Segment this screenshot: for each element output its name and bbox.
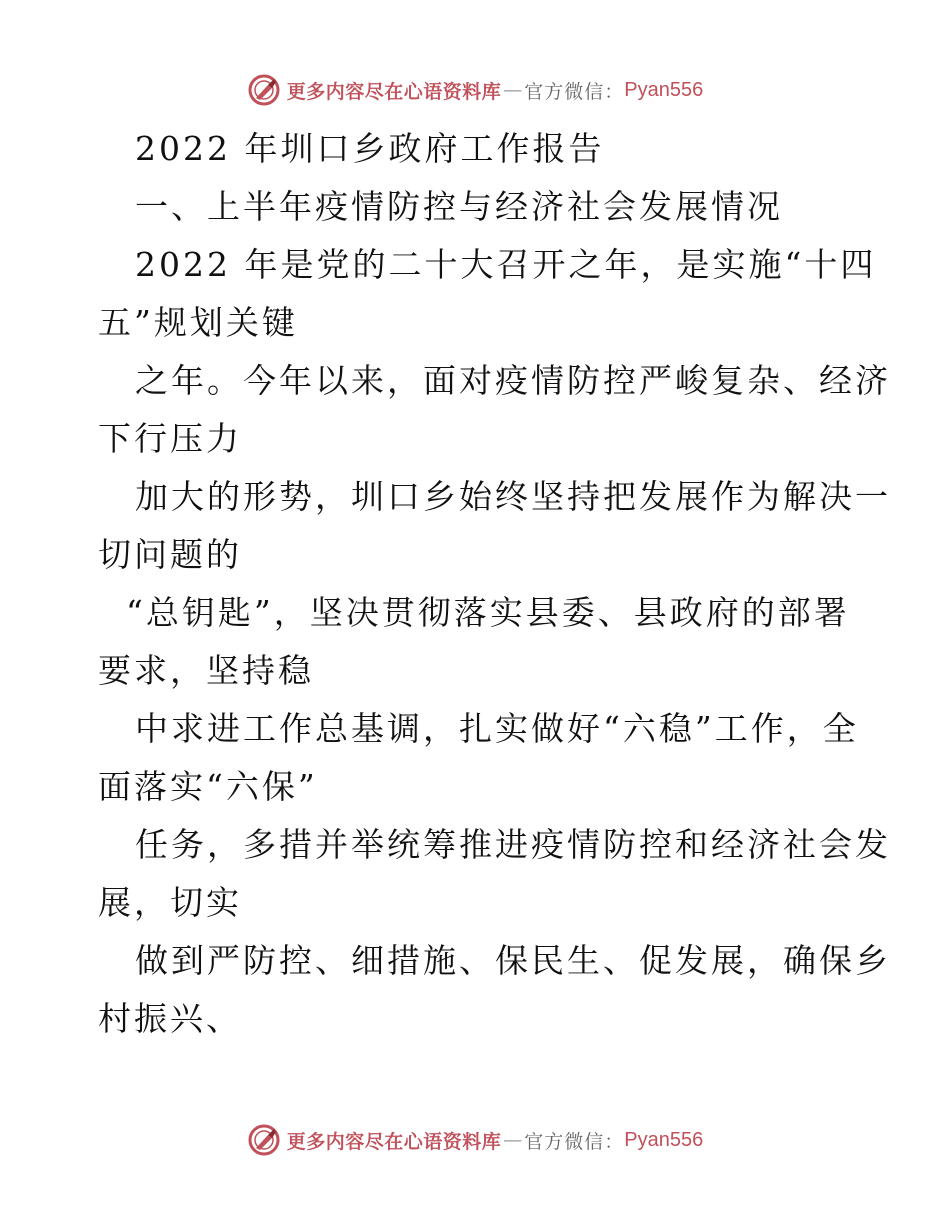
footer-separator: —: [503, 1129, 523, 1151]
paragraph-line: 做到严防控、细措施、保民生、促发展，确保乡: [135, 941, 891, 980]
section-heading: 一、上半年疫情防控与经济社会发展情况: [135, 187, 783, 226]
header-wechat-label: 官方微信：: [524, 80, 625, 103]
paragraph-line: 要求，坚持稳: [98, 651, 314, 690]
paragraph-line: 面落实“六保”: [98, 767, 318, 806]
footer-brand-text: 更多内容尽在心语资料库: [286, 1130, 502, 1153]
footer-wechat-id: Pyan556: [624, 1128, 704, 1151]
paragraph-line: 任务，多措并举统筹推进疫情防控和经济社会发: [135, 825, 891, 864]
paragraph-line: 村振兴、: [98, 999, 242, 1038]
paragraph-line: 之年。今年以来，面对疫情防控严峻复杂、经济: [135, 361, 891, 400]
paragraph-line: 下行压力: [98, 419, 242, 458]
pen-nib-circle-icon: [247, 73, 281, 107]
paragraph-line: 五”规划关键: [98, 303, 298, 342]
pen-nib-circle-icon: [247, 1123, 281, 1157]
footer-wechat-label: 官方微信：: [524, 1130, 625, 1153]
paragraph-line: “总钥匙”，坚决贯彻落实县委、县政府的部署: [126, 593, 850, 632]
header-separator: —: [503, 79, 523, 101]
document-body: [98, 120, 891, 1048]
paragraph-line: 中求进工作总基调，扎实做好“六稳”工作，全: [135, 709, 859, 748]
header-brand-text: 更多内容尽在心语资料库: [286, 80, 502, 103]
document-title: 2022 年圳口乡政府工作报告: [135, 129, 605, 168]
paragraph-line: 2022 年是党的二十大召开之年，是实施“十四: [135, 245, 877, 284]
header-wechat-id: Pyan556: [624, 78, 704, 101]
paragraph-line: 加大的形势，圳口乡始终坚持把发展作为解决一: [135, 477, 891, 516]
header-banner: [0, 70, 950, 110]
paragraph-line: 切问题的: [98, 535, 242, 574]
paragraph-line: 展，切实: [98, 883, 242, 922]
footer-banner: [0, 1120, 950, 1160]
